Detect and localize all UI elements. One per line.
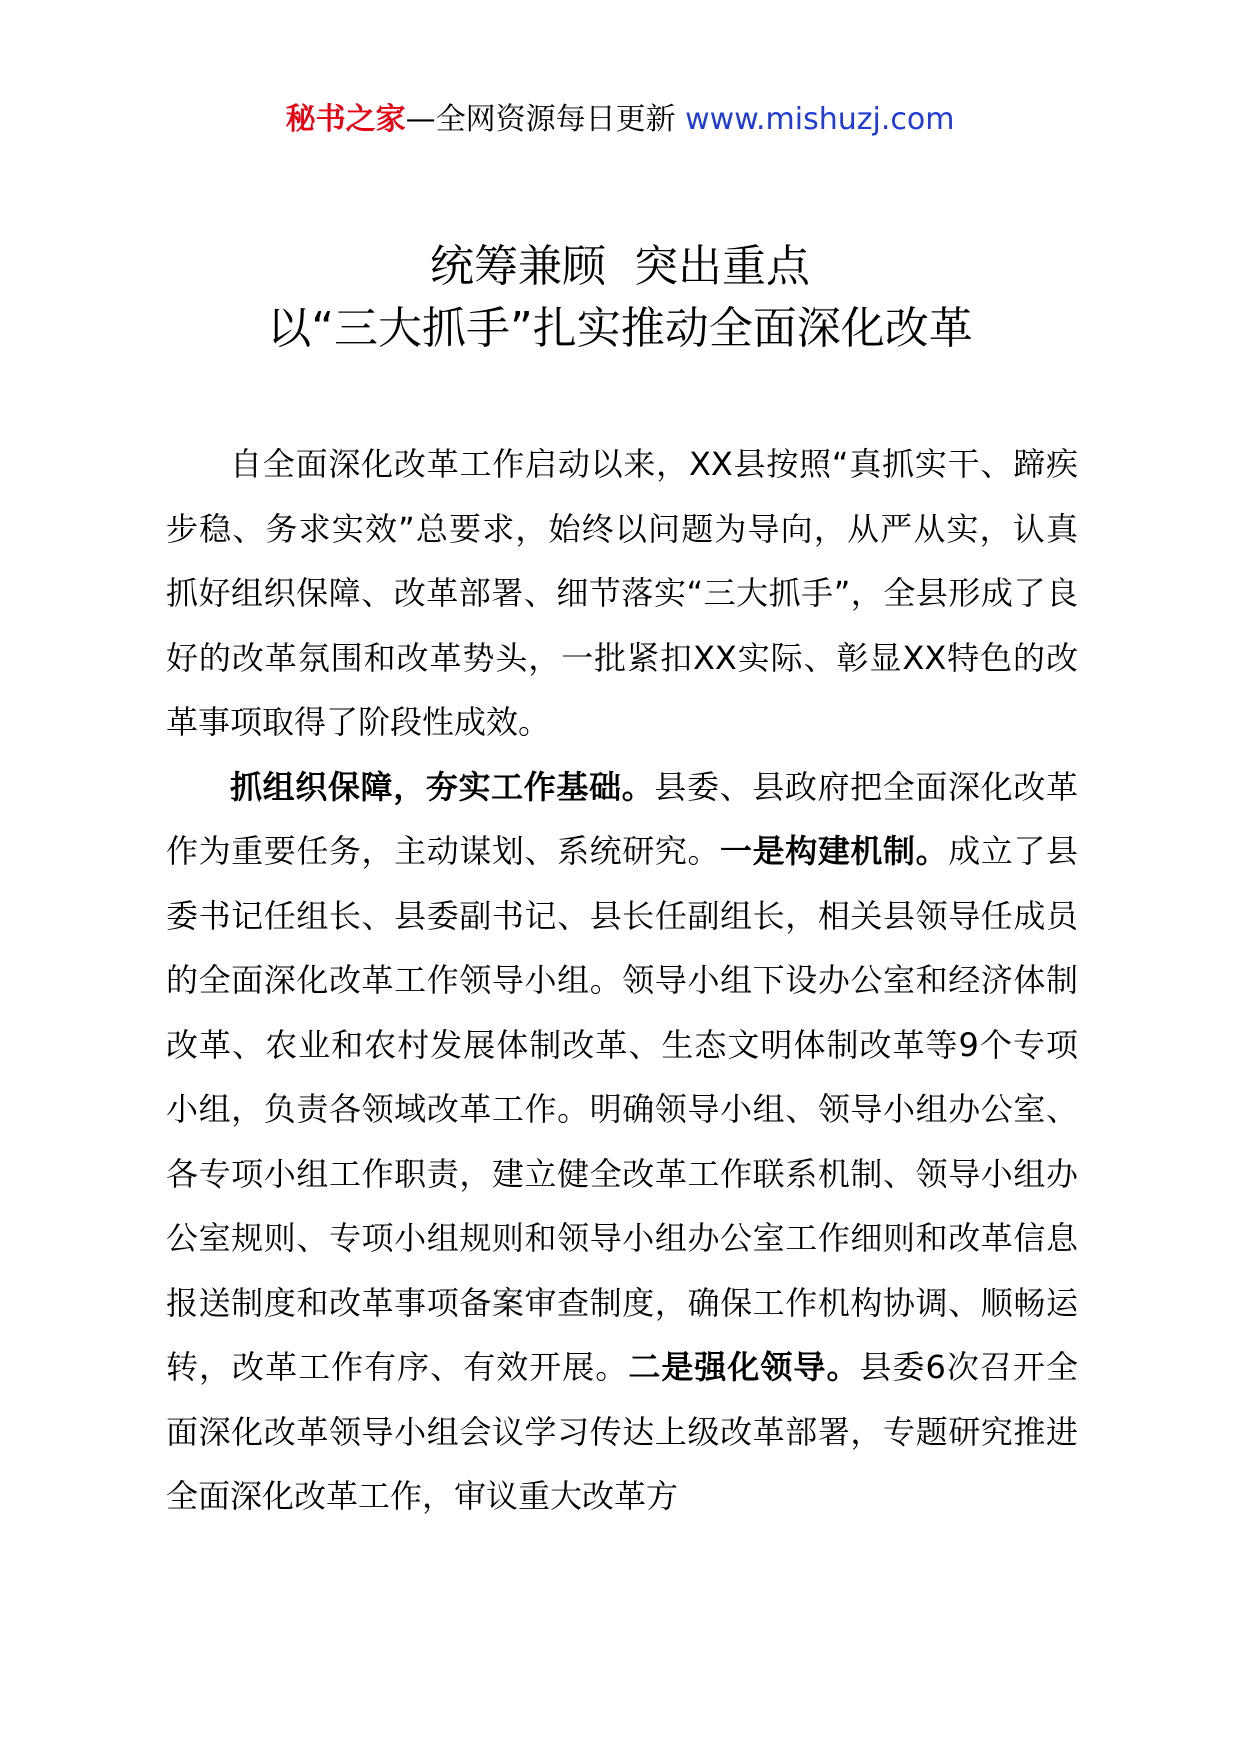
point-heading-1: 一是构建机制。 <box>720 832 949 870</box>
paragraph-intro: 自全面深化改革工作启动以来，XX县按照“真抓实干、蹄疾步稳、务求实效”总要求，始终以问题为导向，从严从实，认真抓好组织保障、改革部署、细节落实“三大抓手”，全县形成了良好的改革氛围和改革势头，一批紧扣XX实际、彰显XX特色的改革事项取得了阶段性成效。 <box>166 445 1078 741</box>
site-header <box>0 100 1240 140</box>
paragraph-text: 成立了县委书记任组长、县委副书记、县长任副组长，相关县领导任成员的全面深化改革工作领导小组。领导小组下设办公室和经济体制改革、农业和农村发展体制改革、生态文明体制改革等9个专项小组，负责各领域改革工作。明确领导小组、领导小组办公室、各专项小组工作职责，建立健全改革工作联系机制、领导小组办公室规则、专项小组规则和领导小组办公室工作细则和改革信息报送制度和改革事项备案审查制度，确保工作机构协调、顺畅运转，改革工作有序、有效开展。 <box>166 832 1078 1386</box>
paragraph-lead-heading: 抓组织保障，夯实工作基础。 <box>230 767 655 806</box>
site-tagline: —全网资源每日更新 <box>405 102 676 137</box>
site-brand: 秘书之家 <box>285 102 406 137</box>
title-line-1: 统筹兼顾 突出重点 <box>430 241 810 292</box>
paragraph-text: 县委6次召开全面深化改革领导小组会议学习传达上级改革部署，专题研究推进全面深化改革工作，审议重大改革方 <box>166 1348 1078 1515</box>
paragraph-text: 县委、县政府把全面深化改革作为重要任务，主动谋划、系统研究。 <box>166 767 1078 870</box>
title-line-2: 以“三大抓手”扎实推动全面深化改革 <box>267 303 973 354</box>
site-url-link[interactable]: www.mishuzj.com <box>685 102 955 137</box>
document-title <box>0 236 1240 360</box>
point-heading-2: 二是强化领导。 <box>628 1348 860 1386</box>
paragraph-organization <box>166 755 1078 1529</box>
document-body <box>166 432 1078 1529</box>
